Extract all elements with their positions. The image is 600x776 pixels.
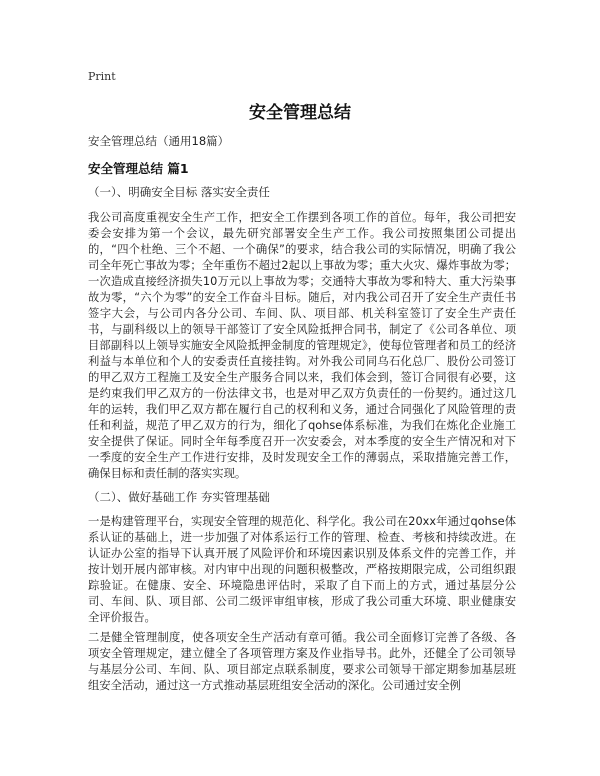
section-heading-1: （一）、明确安全目标 落实安全责任 [88,185,270,199]
section-1-paragraph: 我公司高度重视安全生产工作，把安全工作摆到各项工作的首位。每年，我公司把安委会安排为第一个会议，最先研究部署安全生产工作。我公司按照集团公司提出的，“四个杜绝、三个不超、一个确保”的要求，结合我公司的实际情况，明确了我公司全年死亡事故为零；全年重伤不超过2起以上事故为零；重大火灾、爆炸事故为零；一次造成直接经济损失10万元以上事故为零；交通特大事故为零和特大、重大污染事故为零，“六个为零”的安全工作奋斗目标。随后，对内我公司召开了安全生产责任书签字大会，与公司内各分公司、车间、队、项目部、机关科室签订了安全生产责任书，与副科级以上的领导干部签订了安全风险抵押合同书，制定了《公司各单位、项目部副科以上领导实施安全风险抵押金制度的管理规定》，使每位管理者和员工的经济利益与本单位和个人的安委责任直接挂钩。对外我公司同乌石化总厂、股份公司签订的甲乙双方工程施工及安全生产服务合同以来，我们体会到，签订合同很有必要，这是约束我们甲乙双方的一份法律文书，也是对甲乙双方负责任的一份契约。通过这几年的运转，我们甲乙双方都在履行自己的权利和义务，通过合同强化了风险管理的责任和利益，规范了甲乙双方的行为，细化了qohse体系标准，为我们在炼化企业施工安全提供了保证。同时全年每季度召开一次安委会，对本季度的安全生产情况和对下一季度的安全生产工作进行安排，及时发现安全工作的薄弱点，采取措施完善工作，确保目标和责任制的落实实现。 [88,211,516,480]
chapter-heading: 安全管理总结 篇1 [88,161,189,176]
section-heading-2: （二）、做好基础工作 夯实管理基础 [88,490,270,504]
document-title: 安全管理总结 [249,103,351,123]
print-link[interactable]: Print [88,70,116,83]
document-subtitle: 安全管理总结（通用18篇） [88,134,230,148]
section-2-paragraph-2: 二是健全管理制度，使各项安全生产活动有章可循。我公司全面修订完善了各级、各项安全管理规定，建立健全了各项管理方案及作业指导书。此外，还健全了公司领导与基层分公司、车间、队、项目部定点联系制度，要求公司领导干部定期参加基层班组安全活动，通过这一方式推动基层班组安全活动的深化。公司通过安全例 [88,631,516,692]
section-2-paragraph-1: 一是构建管理平台，实现安全管理的规范化、科学化。我公司在20xx年通过qohse体系认证的基础上，进一步加强了对体系运行工作的管理、检查、考核和持续改进。在认证办公室的指导下认真开展了风险评价和环境因素识别及体系文件的完善工作，并按计划开展内部审核。对内审中出现的问题积极整改，严格按期限完成，公司组织跟踪验证。在健康、安全、环境隐患评估时，采取了自下而上的方式，通过基层分公司、车间、队、项目部、公司二级评审组审核，形成了我公司重大环境、职业健康安全评价报告。 [88,515,516,624]
